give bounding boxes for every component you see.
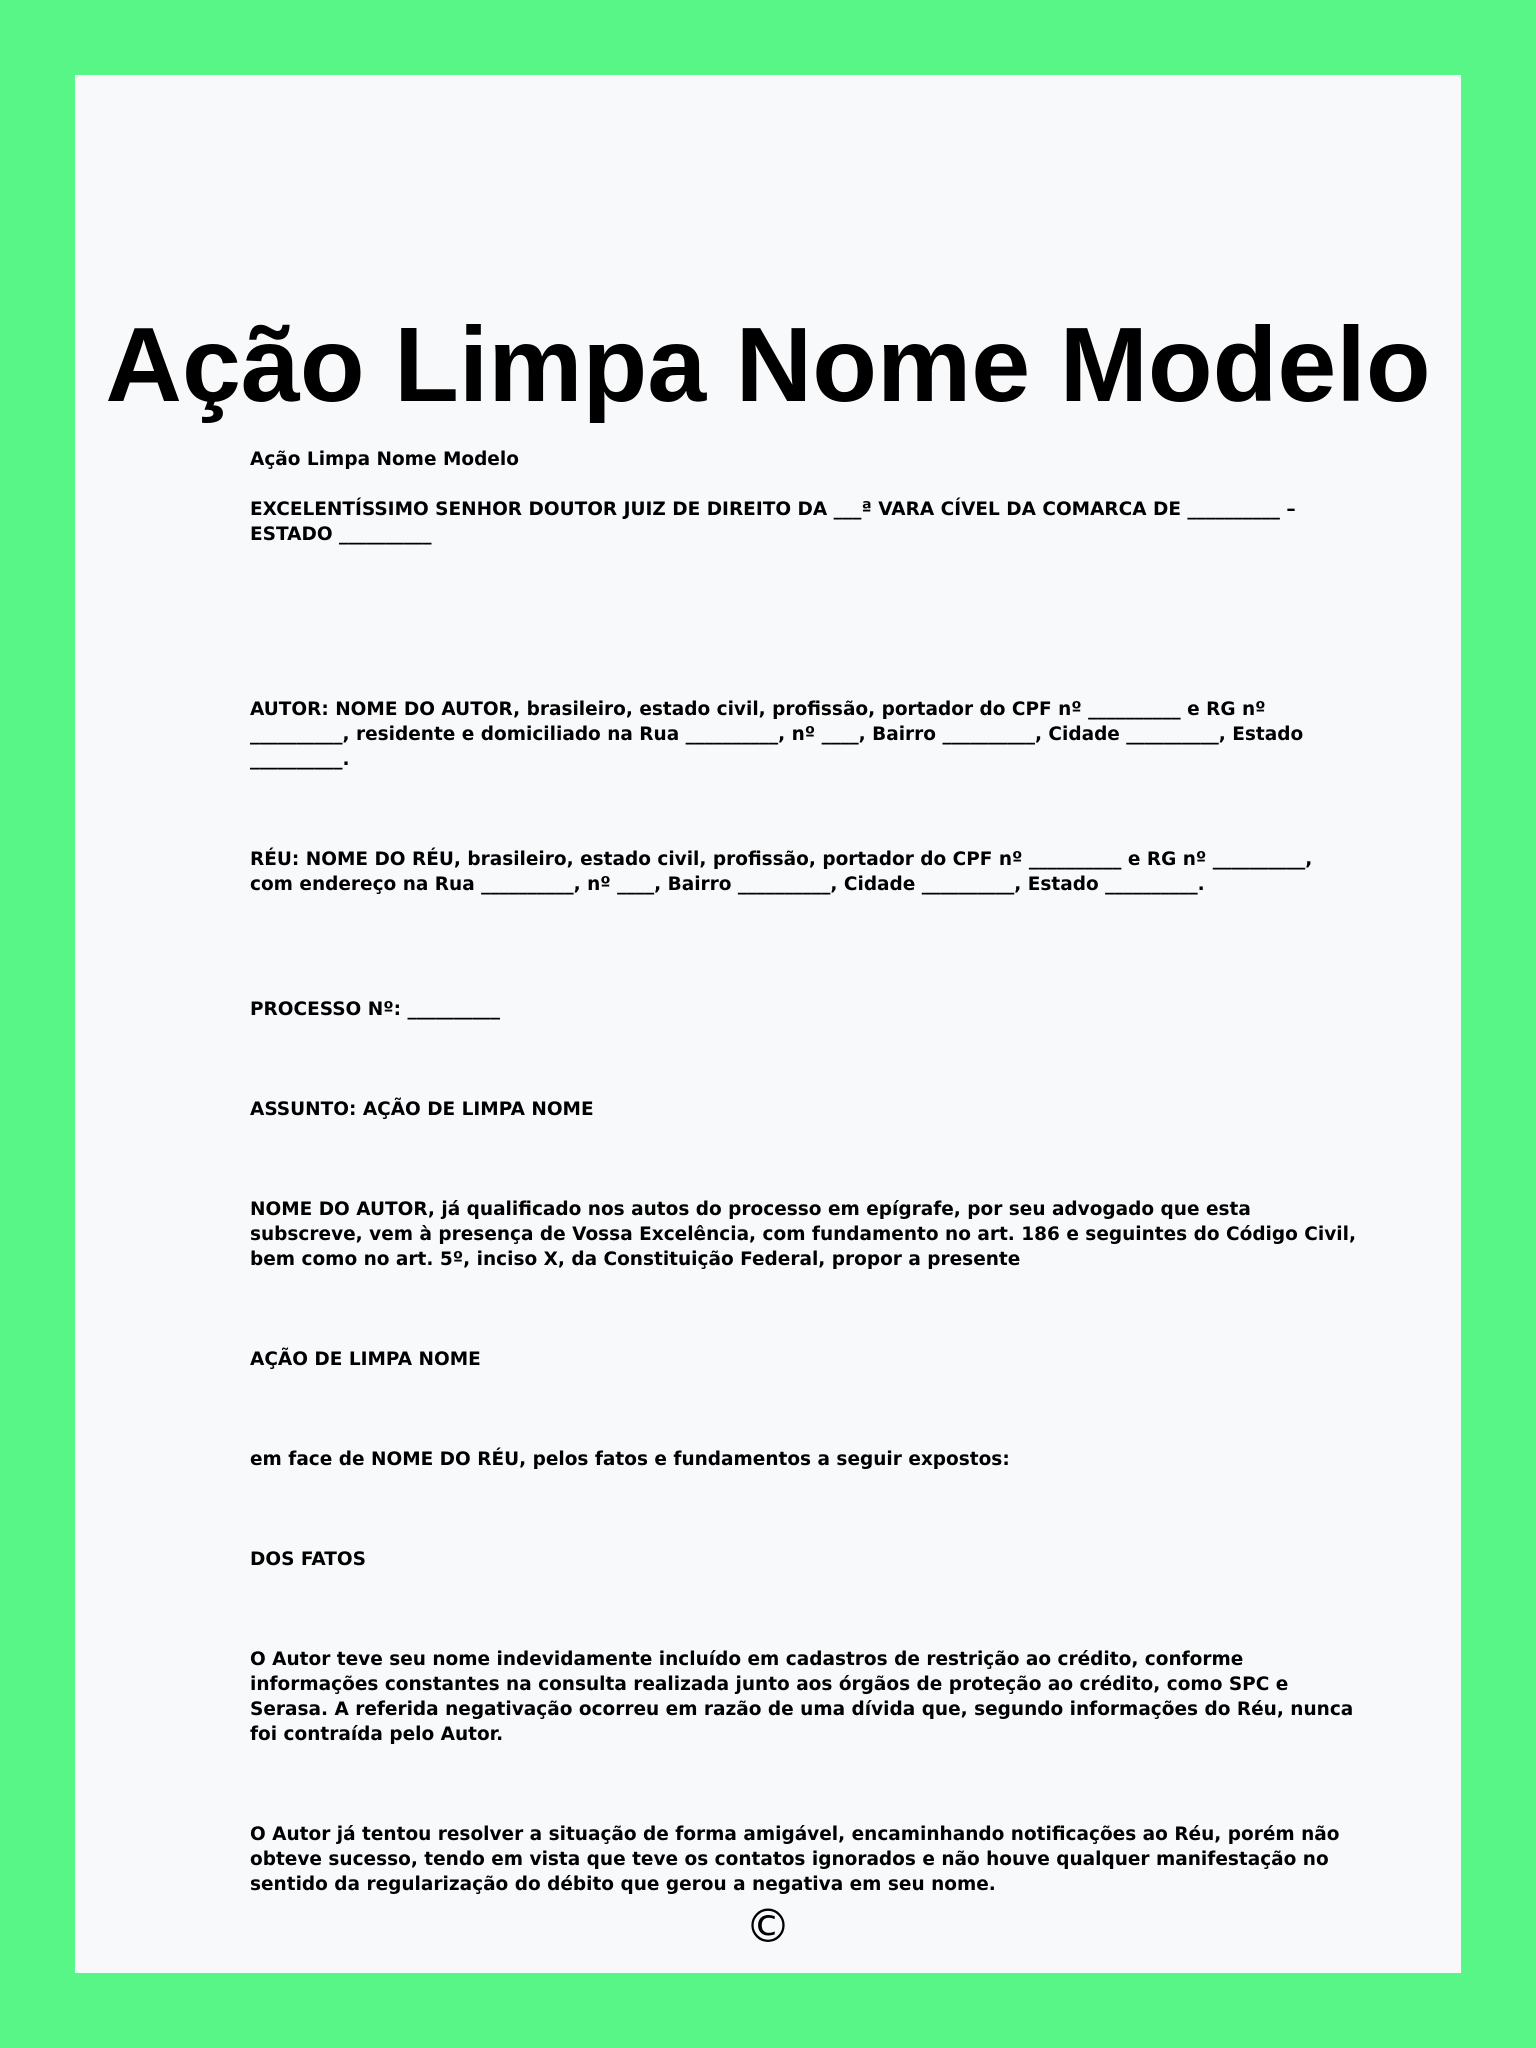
action-heading: AÇÃO DE LIMPA NOME [250, 1349, 481, 1370]
subject-line: ASSUNTO: AÇÃO DE LIMPA NOME [250, 1099, 594, 1120]
against-line: em face de NOME DO RÉU, pelos fatos e fundamentos a seguir expostos: [250, 1449, 1010, 1470]
intro-paragraph: NOME DO AUTOR, já qualificado nos autos do processo em epígrafe, por seu advogado que esta subscreve, vem à presença de Vossa Excelência, com fundamento no art. 186 e seguintes do Código Civil, bem como no art. 5º, inciso X, da Constituição Federal, propor a presente [250, 1199, 1356, 1270]
defendant-qualification: RÉU: NOME DO RÉU, brasileiro, estado civil, profissão, portador do CPF nº __________ e RG nº __________, com endereço na Rua __________, nº ____, Bairro __________, Cidade __________, Estado __________. [250, 849, 1313, 895]
main-title: Ação Limpa Nome Modelo [105, 306, 1431, 424]
court-address: EXCELENTÍSSIMO SENHOR DOUTOR JUIZ DE DIREITO DA ___ª VARA CÍVEL DA COMARCA DE __________ – ESTADO __________ [250, 499, 1296, 545]
copyright-icon: © [745, 1899, 791, 1953]
facts-paragraph-1: O Autor teve seu nome indevidamente incluído em cadastros de restrição ao crédito, conforme informações constantes na consulta realizada junto aos órgãos de proteção ao crédito, como SPC e Serasa. A referida negativação ocorreu em razão de uma dívida que, segundo informações do Réu, nunca foi contraída pelo Autor. [250, 1649, 1354, 1745]
facts-paragraph-2: O Autor já tentou resolver a situação de forma amigável, encaminhando notificações ao Réu, porém não obteve sucesso, tendo em vista que teve os contatos ignorados e não houve qualquer manifestação no sentido da regularização do débito que gerou a negativa em seu nome. [250, 1824, 1340, 1895]
author-qualification: AUTOR: NOME DO AUTOR, brasileiro, estado civil, profissão, portador do CPF nº __________ e RG nº __________, residente e domiciliado na Rua __________, nº ____, Bairro __________, Cidade __________, Estado __________. [250, 699, 1304, 770]
process-number: PROCESSO Nº: __________ [250, 999, 500, 1020]
document-page [75, 75, 1461, 1973]
doc-title: Ação Limpa Nome Modelo [250, 449, 519, 470]
facts-heading: DOS FATOS [250, 1549, 366, 1570]
